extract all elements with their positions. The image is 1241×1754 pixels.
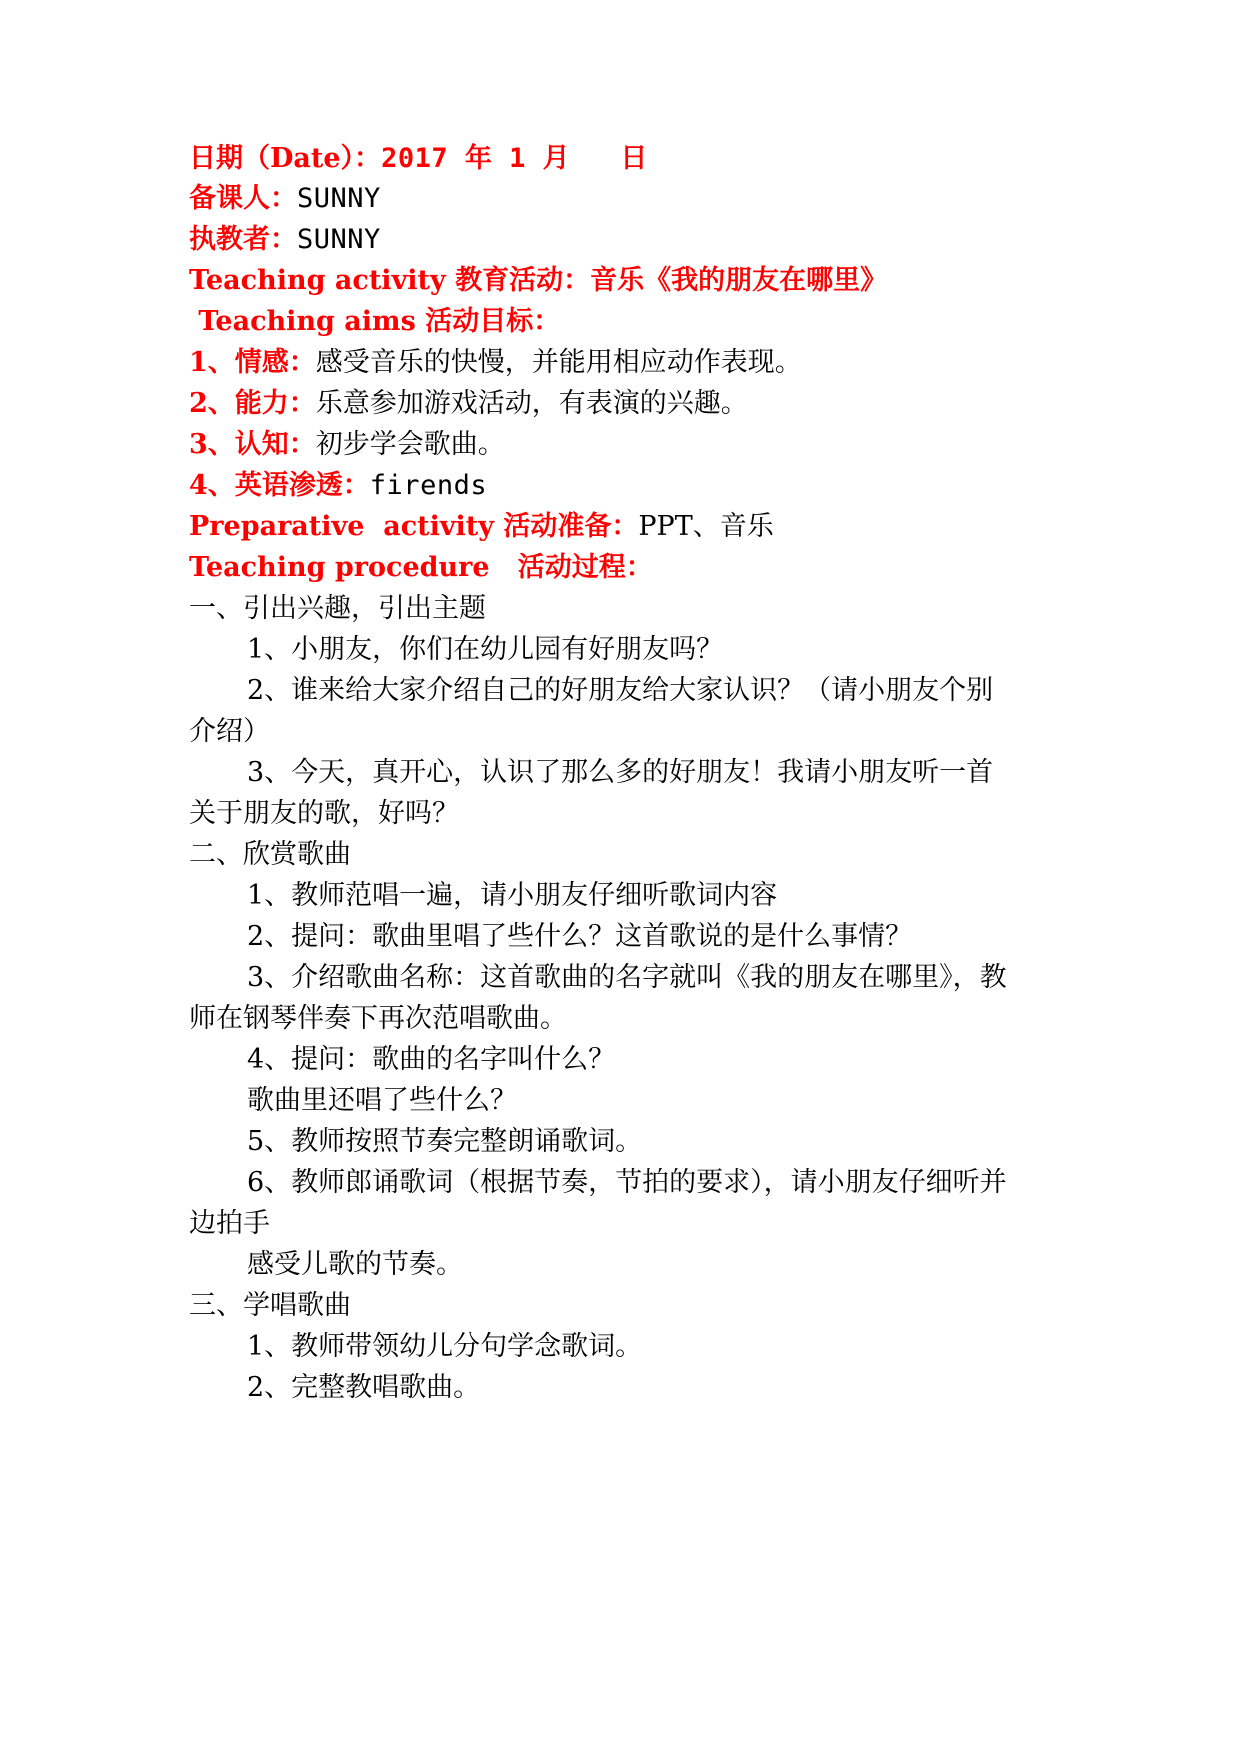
- date-line: [189, 142, 1069, 176]
- aim-text: 初步学会歌曲。: [315, 429, 505, 460]
- preparer-value: SUNNY: [297, 183, 381, 214]
- preparation-label: Preparative activity 活动准备：: [189, 511, 639, 542]
- teaching-activity: Teaching activity 教育活动：音乐《我的朋友在哪里》: [189, 265, 888, 296]
- preparation-text: PPT、音乐: [638, 511, 774, 542]
- procedure-step-cont: 师在钢琴伴奏下再次范唱歌曲。: [189, 1003, 567, 1034]
- procedure-step-cont: 感受儿歌的节奏。: [247, 1249, 463, 1280]
- preparer-line: [189, 182, 1069, 216]
- aim-text: 乐意参加游戏活动，有表演的兴趣。: [315, 388, 748, 419]
- date-label: 日期（Date）：: [189, 143, 382, 174]
- aim-label: 4、英语渗透：: [189, 470, 370, 501]
- aim-label: 2、能力：: [189, 388, 316, 419]
- procedure-step: 3、介绍歌曲名称：这首歌曲的名字就叫《我的朋友在哪里》，教: [247, 962, 1007, 993]
- preparer-label: 备课人：: [189, 183, 297, 214]
- procedure-step-cont: 边拍手: [189, 1208, 270, 1239]
- procedure-step: 5、教师按照节奏完整朗诵歌词。: [247, 1126, 643, 1157]
- procedure-step: 1、小朋友，你们在幼儿园有好朋友吗？: [247, 634, 724, 665]
- procedure-step: 2、谁来给大家介绍自己的好朋友给大家认识？（请小朋友个别: [247, 675, 994, 706]
- procedure-step-cont: 关于朋友的歌，好吗？: [189, 798, 459, 829]
- procedure-step: 2、完整教唱歌曲。: [247, 1372, 481, 1403]
- aims-title: Teaching aims 活动目标：: [189, 306, 561, 337]
- aim-item: [189, 428, 1069, 462]
- procedure-title: Teaching procedure 活动过程：: [189, 552, 653, 583]
- procedure-step-cont: 介绍）: [189, 716, 270, 747]
- procedure-step-cont: 歌曲里还唱了些什么？: [247, 1085, 517, 1116]
- procedure-step: 6、教师郎诵歌词（根据节奏，节拍的要求），请小朋友仔细听并: [247, 1167, 1007, 1198]
- procedure-step: 4、提问：歌曲的名字叫什么？: [247, 1044, 616, 1075]
- date-value: 2017 年 1 月 日: [381, 143, 648, 174]
- teacher-value: SUNNY: [297, 224, 381, 255]
- aim-item: [189, 469, 1069, 503]
- teacher-line: [189, 223, 1069, 257]
- procedure-step: 1、教师带领幼儿分句学念歌词。: [247, 1331, 643, 1362]
- aim-text: 感受音乐的快慢，并能用相应动作表现。: [315, 347, 802, 378]
- teacher-label: 执教者：: [189, 224, 297, 255]
- preparation-line: [189, 510, 1069, 544]
- aim-text: firends: [369, 470, 488, 501]
- section-title: 二、欣赏歌曲: [189, 839, 351, 870]
- aim-label: 3、认知：: [189, 429, 316, 460]
- procedure-step: 1、教师范唱一遍，请小朋友仔细听歌词内容: [247, 880, 778, 911]
- aim-item: [189, 346, 1069, 380]
- section-title: 一、引出兴趣，引出主题: [189, 593, 486, 624]
- section-title: 三、学唱歌曲: [189, 1290, 351, 1321]
- aim-label: 1、情感：: [189, 347, 316, 378]
- procedure-step: 2、提问：歌曲里唱了些什么？这首歌说的是什么事情？: [247, 921, 913, 952]
- procedure-step: 3、今天，真开心，认识了那么多的好朋友！我请小朋友听一首: [247, 757, 994, 788]
- aim-item: [189, 387, 1069, 421]
